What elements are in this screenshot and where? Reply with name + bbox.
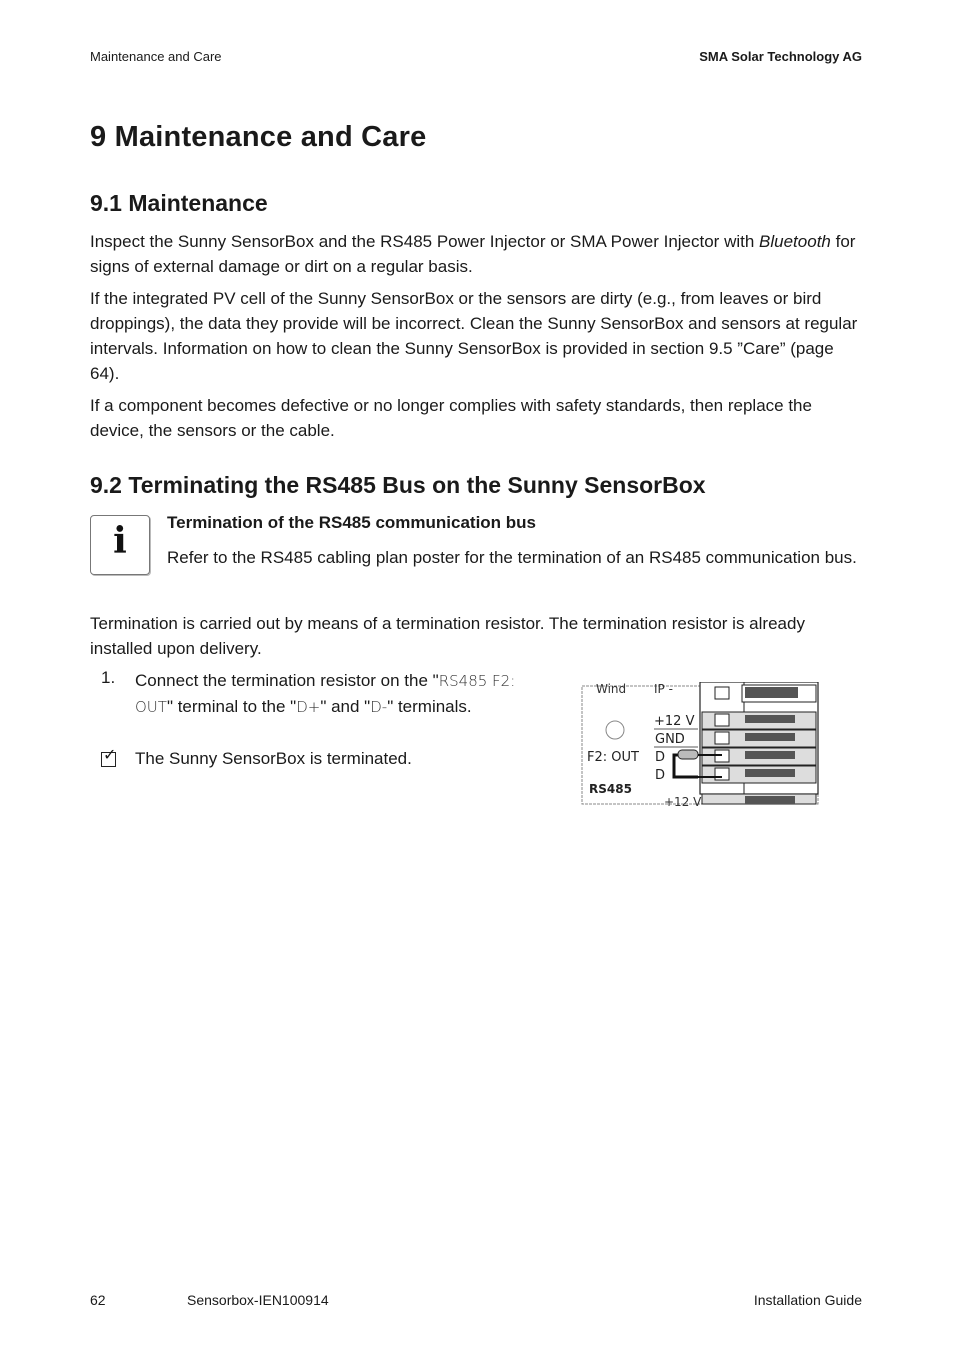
paragraph-defective: If a component becomes defective or no longer complies with safety standards, then replace the device, the sensors or the cable. <box>90 396 812 440</box>
label-12v: +12 V <box>654 714 695 729</box>
paragraph-inspect-italic: Bluetooth <box>759 232 831 251</box>
chapter-title: 9 Maintenance and Care <box>90 121 427 153</box>
led-icon <box>606 721 624 739</box>
result-text: The Sunny SensorBox is terminated. <box>135 749 412 768</box>
label-rs485: RS485 <box>589 782 632 796</box>
document-type: Installation Guide <box>753 1292 862 1308</box>
step-term-dplus: D+ <box>296 698 321 716</box>
section-title-maintenance: 9.1 Maintenance <box>90 190 268 216</box>
running-header-right: SMA Solar Technology AG <box>699 49 862 64</box>
section-title-terminating: 9.2 Terminating the RS485 Bus on the Sunny SensorBox <box>90 472 706 498</box>
step-term-dminus: D- <box>370 698 388 716</box>
label-gnd: GND <box>655 732 685 747</box>
info-icon-glyph: i <box>113 520 127 562</box>
terminal-block-figure <box>580 682 820 806</box>
note-body: Refer to the RS485 cabling plan poster for the termination of an RS485 communication bus. <box>167 548 857 567</box>
label-bottom-12v: +12 V <box>664 795 702 806</box>
paragraph-termination-intro: Termination is carried out by means of a termination resistor. The termination resistor is already installed upon delivery. <box>90 614 805 658</box>
document-id: Sensorbox-IEN100914 <box>187 1292 329 1308</box>
step-text-c: " and " <box>320 697 371 716</box>
note-title: Termination of the RS485 communication bus <box>167 513 537 532</box>
paragraph-inspect <box>90 229 865 279</box>
step-number: 1. <box>101 668 116 687</box>
paragraph-dirty-sensors: If the integrated PV cell of the Sunny SensorBox or the sensors are dirty (e.g., from leaves or bird droppings), the data they provide will be incorrect. Clean the Sunny SensorBox and sensors at regular intervals. Information on how to clean the Sunny SensorBox is provided in section 9.5 ”Care” (page 64). <box>90 289 858 383</box>
running-header-left: Maintenance and Care <box>90 49 222 64</box>
step-text <box>135 668 535 720</box>
check-mark-icon: ✓ <box>103 747 117 764</box>
label-dminus: D <box>655 768 666 783</box>
step-text-b: " terminal to the " <box>166 697 297 716</box>
label-ir: IP - <box>654 682 673 696</box>
step-text-d: " terminals. <box>387 697 472 716</box>
info-icon <box>90 515 150 575</box>
label-dplus: D <box>655 750 666 765</box>
checkbox-checked-icon <box>101 747 117 767</box>
step-term-f2out: RS485 F2: OUT <box>135 672 516 716</box>
label-f2out: F2: OUT <box>587 750 639 765</box>
paragraph-inspect-text-a: Inspect the Sunny SensorBox and the RS485 Power Injector or SMA Power Injector with <box>90 232 760 251</box>
paragraph-inspect-text-b: for signs of external damage or dirt on a regular basis. <box>90 232 856 276</box>
label-wind: Wind <box>596 682 627 696</box>
step-text-a: Connect the termination resistor on the " <box>135 671 439 690</box>
page-number: 62 <box>90 1292 106 1308</box>
